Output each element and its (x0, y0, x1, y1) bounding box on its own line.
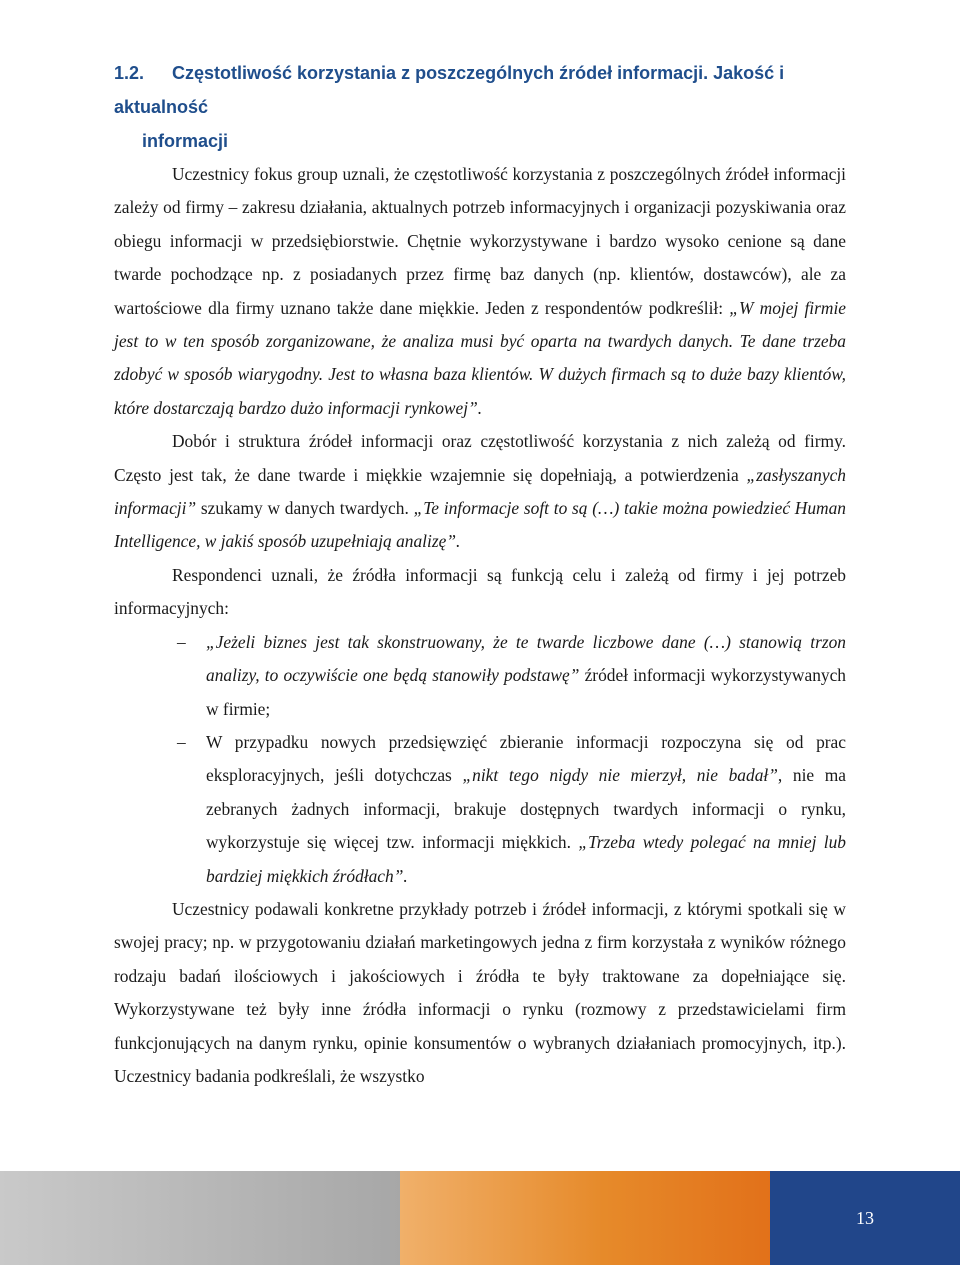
paragraph-2-text-a: Dobór i struktura źródeł informacji oraz częstotliwość korzystania z nich zależą od firmy. Często jest tak, że dane twarde i miękkie wzajemnie się dopełniają, a potwierdzenia (114, 431, 846, 485)
section-title-line2: informacji (142, 131, 229, 151)
dash-marker: – (177, 631, 186, 652)
dash-list (114, 626, 846, 893)
footer-orange-band (400, 1171, 770, 1265)
list-item-2-quote-1: „nikt tego nigdy nie mierzył, nie badał” (462, 765, 778, 786)
list-item (114, 626, 846, 726)
list-item-1-text: źródeł informacji wykorzystywanych w firmie; (206, 665, 847, 719)
paragraph-2-text-b: szukamy w danych twardych. (196, 498, 414, 519)
page-footer (0, 1171, 960, 1265)
body-text (114, 158, 846, 1093)
footer-grey-band (0, 1171, 400, 1265)
paragraph-1 (114, 158, 846, 425)
paragraph-1-text: Uczestnicy fokus group uznali, że częstotliwość korzystania z poszczególnych źródeł informacji zależy od firmy – zakresu działania, aktualnych potrzeb informacyjnych i organizacji pozyskiwania oraz obiegu informacji w przedsiębiorstwie. Chętnie wykorzystywane i bardzo wysoko cenione są dane twarde pochodzące np. z posiadanych przez firmę baz danych (np. klientów, dostawców), ale za wartościowe dla firmy uznano także dane miękkie. Jeden z respondentów podkreślił: (114, 164, 846, 318)
paragraph-2-quote-1: „zasłyszanych informacji” (114, 464, 846, 519)
footer-blue-band (770, 1171, 960, 1265)
section-heading (114, 56, 854, 158)
list-item-2-text-b: , nie ma zebranych żadnych informacji, brakuje dostępnych twardych informacji o rynku, wykorzystuje się więcej tzw. informacji miękkich. (206, 765, 846, 853)
dash-marker: – (177, 731, 186, 752)
paragraph-4: Uczestnicy podawali konkretne przykłady potrzeb i źródeł informacji, z którymi spotkali się w swojej pracy; np. w przygotowaniu działań marketingowych jedna z firm korzystała z wyników różnego rodzaju badań ilościowych i jakościowych i źródła te były traktowane za dopełniające się. Wykorzystywane też były inne źródła informacji o rynku (rozmowy z przedstawicielami firm funkcjonujących na danym rynku, opinie konsumentów o wybranych działaniach promocyjnych, itp.). Uczestnicy badania podkreślali, że wszystko (114, 898, 846, 1086)
paragraph-2 (114, 425, 846, 559)
list-item-1-quote: „Jeżeli biznes jest tak skonstruowany, że te twarde liczbowe dane (…) stanowią trzon analizy, to oczywiście one będą stanowiły podstawę” (206, 631, 846, 686)
paragraph-2-quote-2: „Te informacje soft to są (…) takie można powiedzieć Human Intelligence, w jakiś sposób uzupełniają analizę”. (114, 498, 846, 552)
paragraph-3: Respondenci uznali, że źródła informacji są funkcją celu i zależą od firmy i jej potrzeb informacyjnych: (114, 564, 846, 619)
page-number: 13 (856, 1207, 874, 1228)
paragraph-1-quote: „W mojej firmie jest to w ten sposób zorganizowane, że analiza musi być oparta na twardych danych. Te dane trzeba zdobyć w sposób wiarygodny. Jest to własna baza klientów. W dużych firmach są to duże bazy klientów, które dostarczają bardzo dużo informacji rynkowej”. (114, 297, 847, 418)
section-number: 1.2. (114, 63, 145, 83)
list-item-2-quote-2: „Trzeba wtedy polegać na mniej lub bardziej miękkich źródłach”. (206, 832, 846, 886)
list-item-2-text-a: W przypadku nowych przedsięwzięć zbieranie informacji rozpoczyna się od prac eksploracyjnych, jeśli dotychczas (206, 731, 846, 786)
list-item (114, 726, 846, 893)
section-title-line1: Częstotliwość korzystania z poszczególnych źródeł informacji. Jakość i aktualność (114, 63, 785, 117)
